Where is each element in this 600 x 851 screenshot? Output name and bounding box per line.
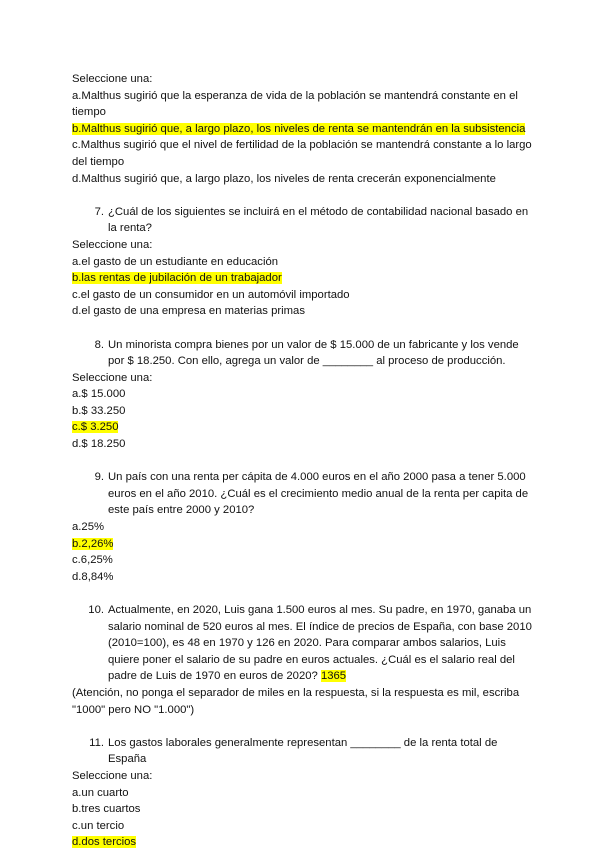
question-10 (72, 602, 532, 718)
question-9 (72, 469, 532, 585)
option-a: a.un cuarto (72, 786, 129, 799)
question-number: 10. (88, 604, 104, 616)
option-a: a.el gasto de un estudiante en educación (72, 255, 279, 268)
option-c: c.6,25% (72, 554, 113, 567)
option-b-highlighted: b.Malthus sugirió que, a largo plazo, los niveles de renta se mantendrán en la subsistencia (72, 122, 526, 135)
option-b-highlighted: b.las rentas de jubilación de un trabajador (72, 272, 282, 285)
question-text: Actualmente, en 2020, Luis gana 1.500 euros al mes. Su padre, en 1970, ganaba un salario nominal de 520 euros al mes. El índice de precios de España, con base 2010 (2010=100), es 48 en 1970 y 126 en 2020. Para comparar ambos salarios, Luis quiere poner el salario de su padre en euros actuales. ¿Cuál es el salario real del padre de Luis de 1970 en euros de 2020? (108, 604, 532, 683)
question-text: ¿Cuál de los siguientes se incluirá en el método de contabilidad nacional basado en la renta? (108, 205, 529, 235)
question-number: 7. (94, 205, 104, 218)
question-number: 11. (89, 736, 104, 749)
previous-question (72, 71, 532, 187)
question-11 (72, 735, 532, 851)
option-c-highlighted: c.$ 3.250 (72, 421, 119, 434)
select-prompt: Seleccione una: (72, 73, 153, 85)
option-d: d.8,84% (72, 570, 114, 583)
answer-highlighted: 1365 (320, 670, 347, 683)
question-text: Un minorista compra bienes por un valor de $ 15.000 de un fabricante y los vende por $ 18.250. Con ello, agrega un valor de ________ al proceso de producción. (108, 338, 519, 368)
option-a: a.$ 15.000 (72, 388, 126, 401)
answer-note: (Atención, no ponga el separador de miles en la respuesta, si la respuesta es mil, escriba "1000" pero NO "1.000") (72, 686, 520, 716)
question-number: 9. (94, 471, 104, 484)
option-d: d.Malthus sugirió que, a largo plazo, los niveles de renta crecerán exponencialmente (72, 172, 496, 185)
option-d: d.$ 18.250 (72, 438, 126, 451)
option-a: a.Malthus sugirió que la esperanza de vida de la población se mantendrá constante en el tiempo (72, 89, 518, 119)
option-b: b.tres cuartos (72, 803, 141, 816)
option-d: d.el gasto de una empresa en materias primas (72, 305, 305, 318)
question-7 (72, 204, 532, 320)
option-d-highlighted: d.dos tercios (72, 836, 137, 849)
option-c: c.el gasto de un consumidor en un automóvil importado (72, 288, 350, 301)
question-8 (72, 337, 532, 453)
question-number: 8. (94, 338, 104, 351)
select-prompt: Seleccione una: (72, 371, 153, 384)
option-a: a.25% (72, 521, 105, 534)
document-content (72, 71, 532, 851)
option-b: b.$ 33.250 (72, 404, 126, 417)
option-c: c.un tercio (72, 819, 125, 832)
option-c: c.Malthus sugirió que el nivel de fertilidad de la población se mantendrá constante a lo largo del tiempo (72, 139, 532, 168)
select-prompt: Seleccione una: (72, 769, 153, 782)
option-b-highlighted: b.2,26% (72, 537, 114, 550)
select-prompt: Seleccione una: (72, 238, 153, 251)
question-text: Los gastos laborales generalmente representan ________ de la renta total de España (108, 736, 498, 766)
question-text: Un país con una renta per cápita de 4.000 euros en el año 2000 pasa a tener 5.000 euros en el año 2010. ¿Cuál es el crecimiento medio anual de la renta per capita de este país entre 2000 y 2010? (108, 471, 529, 517)
